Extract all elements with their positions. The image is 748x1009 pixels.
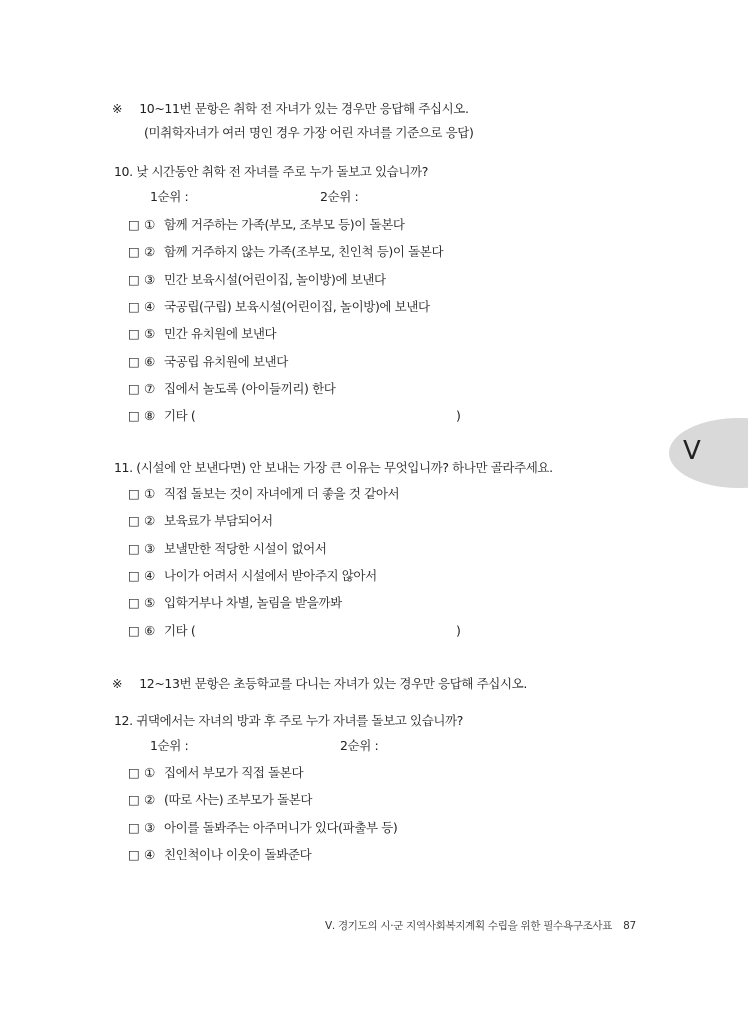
chapter-tab-label: Ⅴ [683, 436, 701, 466]
checkbox[interactable]: □ [128, 486, 140, 501]
option-label: (따로 사는) 조부모가 돌본다 [164, 792, 313, 808]
rank1-label: 1순위 : [150, 738, 189, 753]
option-number: ⑦ [144, 380, 155, 396]
option-item [128, 486, 399, 502]
option-label: 민간 유치원에 보낸다 [164, 326, 277, 342]
checkbox[interactable]: □ [128, 765, 140, 780]
question-12: 12. 귀댁에서는 자녀의 방과 후 주로 누가 자녀를 돌보고 있습니까? [114, 713, 463, 728]
option-label: 함께 거주하지 않는 가족(조부모, 친인척 등)이 돌본다 [164, 244, 444, 260]
rank2-label: 2순위 : [340, 738, 379, 753]
option-item [128, 217, 405, 233]
checkbox[interactable]: □ [128, 540, 140, 556]
checkbox[interactable]: □ [128, 353, 140, 369]
option-item [128, 244, 443, 260]
checkbox[interactable]: □ [128, 408, 140, 424]
other-close-paren: ) [456, 622, 461, 638]
checkbox[interactable]: □ [128, 792, 140, 808]
footer-title: Ⅴ. 경기도의 시·군 지역사회복지계획 수립을 위한 필수욕구조사표 [325, 920, 613, 932]
option-number: ③ [144, 540, 155, 556]
checkbox[interactable]: □ [128, 380, 140, 396]
reference-mark: ※ [112, 676, 123, 691]
option-item [128, 541, 327, 557]
note-subtext: (미취학자녀가 여러 명인 경우 가장 어린 자녀를 기준으로 응답) [144, 125, 474, 140]
option-item [128, 568, 377, 584]
page-footer [325, 918, 636, 933]
option-item [128, 820, 397, 836]
option-number: ④ [144, 298, 155, 314]
option-label: 기타 ( [164, 408, 196, 424]
option-item [128, 792, 312, 808]
checkbox[interactable]: □ [128, 567, 140, 583]
checkbox[interactable]: □ [128, 819, 140, 835]
checkbox[interactable]: □ [128, 326, 140, 342]
option-number: ④ [144, 567, 155, 583]
option-label: 국공립 유치원에 보낸다 [164, 353, 288, 369]
option-number: ⑤ [144, 326, 155, 342]
checkbox[interactable]: □ [128, 271, 140, 287]
option-item [128, 408, 195, 424]
option-item [128, 847, 311, 863]
option-label: 직접 돌보는 것이 자녀에게 더 좋을 것 같아서 [164, 486, 400, 501]
option-item [128, 623, 195, 639]
option-label: 아이를 돌봐주는 아주머니가 있다(파출부 등) [164, 819, 398, 835]
option-number: ④ [144, 846, 155, 862]
checkbox[interactable]: □ [128, 622, 140, 638]
option-number: ⑤ [144, 595, 155, 611]
reference-mark: ※ [112, 101, 123, 116]
option-item [128, 765, 303, 781]
note-intro-10-11 [112, 101, 469, 117]
option-number: ③ [144, 819, 155, 835]
option-item [128, 513, 273, 529]
option-label: 친인척이나 이웃이 돌봐준다 [164, 846, 312, 862]
option-number: ③ [144, 271, 155, 287]
option-label: 보낼만한 적당한 시설이 없어서 [164, 540, 327, 556]
question-10: 10. 낮 시간동안 취학 전 자녀를 주로 누가 돌보고 있습니까? [114, 164, 428, 179]
option-item [128, 381, 335, 397]
note-text: 12~13번 문항은 초등학교를 다니는 자녀가 있는 경우만 응답해 주십시오. [139, 676, 527, 691]
option-label: 국공립(구립) 보육시설(어린이집, 놀이방)에 보낸다 [164, 298, 430, 314]
checkbox[interactable]: □ [128, 846, 140, 862]
option-number: ① [144, 486, 155, 501]
checkbox[interactable]: □ [128, 298, 140, 314]
option-number: ② [144, 513, 155, 529]
option-item [128, 595, 342, 611]
option-item [128, 272, 386, 288]
option-number: ② [144, 244, 155, 260]
page-number: 87 [623, 920, 636, 932]
option-item [128, 354, 288, 370]
option-label: 입학거부나 차별, 놀림을 받을까봐 [164, 595, 342, 611]
checkbox[interactable]: □ [128, 513, 140, 529]
option-item [128, 299, 430, 315]
note-text: 10~11번 문항은 취학 전 자녀가 있는 경우만 응답해 주십시오. [139, 101, 469, 116]
checkbox[interactable]: □ [128, 244, 140, 260]
option-number: ⑥ [144, 353, 155, 369]
option-label: 민간 보육시설(어린이집, 놀이방)에 보낸다 [164, 271, 386, 287]
other-close-paren: ) [456, 408, 461, 424]
option-number: ⑧ [144, 408, 155, 424]
rank2-label: 2순위 : [320, 189, 359, 204]
option-number: ② [144, 792, 155, 808]
option-item [128, 326, 276, 342]
option-label: 기타 ( [164, 622, 196, 638]
option-number: ⑥ [144, 622, 155, 638]
option-label: 집에서 부모가 직접 돌본다 [164, 765, 304, 780]
option-label: 집에서 놀도록 (아이들끼리) 한다 [164, 380, 336, 396]
note-intro-12-13 [112, 676, 527, 692]
option-label: 나이가 어려서 시설에서 받아주지 않아서 [164, 567, 377, 583]
rank1-label: 1순위 : [150, 189, 189, 204]
checkbox[interactable]: □ [128, 595, 140, 611]
option-label: 함께 거주하는 가족(부모, 조부모 등)이 돌본다 [164, 217, 405, 232]
checkbox[interactable]: □ [128, 217, 140, 232]
option-label: 보육료가 부담되어서 [164, 513, 273, 529]
option-number: ① [144, 217, 155, 232]
option-number: ① [144, 765, 155, 780]
question-11: 11. (시설에 안 보낸다면) 안 보내는 가장 큰 이유는 무엇입니까? 하나만 골라주세요. [114, 460, 553, 475]
chapter-tab [669, 418, 748, 488]
